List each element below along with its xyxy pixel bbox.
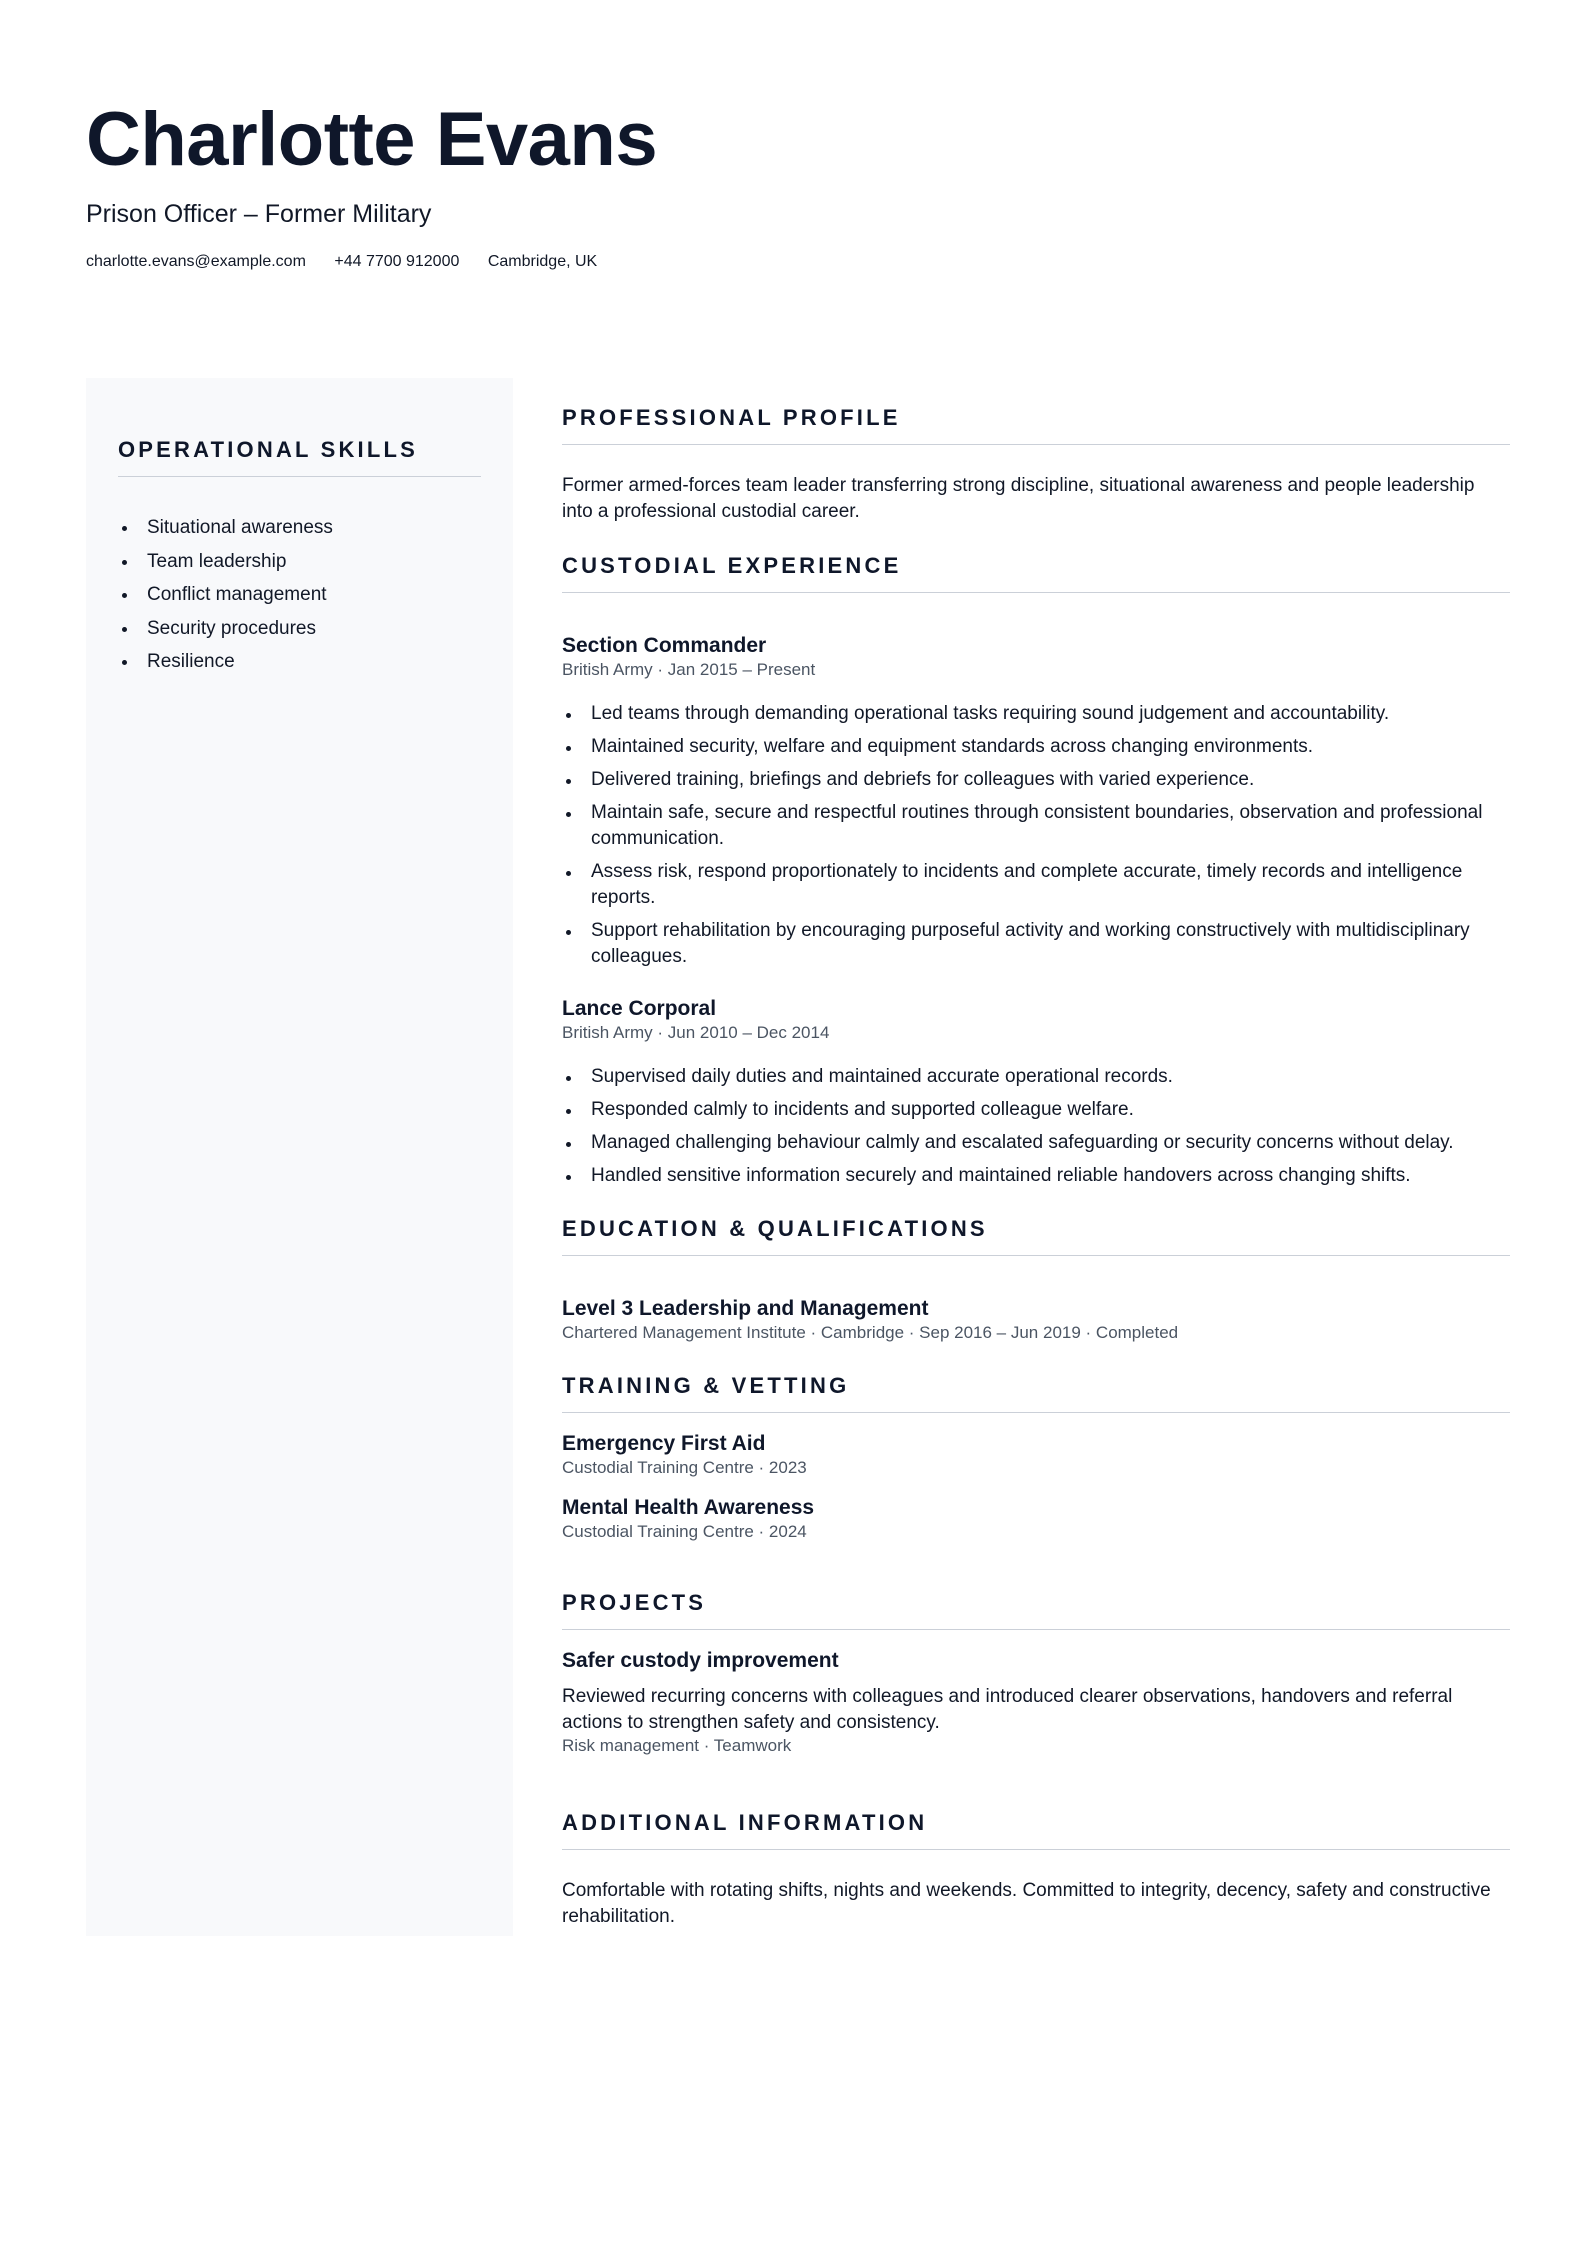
job-bullet: Supervised daily duties and maintained accurate operational records.: [562, 1064, 1510, 1090]
training-meta: Custodial Training Centre · 2024: [562, 1522, 807, 1541]
contact-location: Cambridge, UK: [487, 253, 598, 270]
skills-list: [118, 511, 481, 679]
skill-item: Conflict management: [118, 578, 481, 612]
resume-header: [86, 94, 1506, 272]
job-bullet: Delivered training, briefings and debriefs for colleagues with varied experience.: [562, 767, 1510, 793]
job-title: Section Commander: [562, 634, 767, 657]
profile-divider: [562, 444, 1510, 445]
project-description: Reviewed recurring concerns with colleagues and introduced clearer observations, handovers and referral actions to strengthen safety and consistency.: [562, 1686, 1453, 1733]
job-bullet: Handled sensitive information securely and maintained reliable handovers across changing shifts.: [562, 1163, 1510, 1189]
project-entry: [562, 1648, 1510, 1757]
job-title: Lance Corporal: [562, 997, 717, 1020]
project-tags: Risk management · Teamwork: [562, 1736, 792, 1755]
experience-divider: [562, 592, 1510, 593]
contact-phone: +44 7700 912000: [334, 253, 460, 270]
experience-section: [562, 552, 1510, 1189]
skills-heading: OPERATIONAL SKILLS: [118, 437, 419, 462]
job-bullet: Maintain safe, secure and respectful routines through consistent boundaries, observation and professional communication.: [562, 800, 1510, 852]
contact-email: charlotte.evans@example.com: [86, 253, 306, 270]
candidate-headline: Prison Officer – Former Military: [86, 200, 432, 228]
job-bullet: Responded calmly to incidents and supported colleague welfare.: [562, 1097, 1510, 1123]
job-bullet: Maintained security, welfare and equipment standards across changing environments.: [562, 734, 1510, 760]
job-bullets: [562, 701, 1510, 970]
skills-divider: [118, 476, 481, 477]
training-heading: TRAINING & VETTING: [562, 1373, 850, 1398]
training-title: Emergency First Aid: [562, 1432, 766, 1455]
additional-divider: [562, 1849, 1510, 1850]
job-meta: British Army · Jan 2015 – Present: [562, 660, 816, 679]
project-title: Safer custody improvement: [562, 1649, 839, 1672]
job-bullets: [562, 1064, 1510, 1189]
job-entry: [562, 996, 1510, 1189]
additional-heading: ADDITIONAL INFORMATION: [562, 1810, 928, 1835]
training-meta: Custodial Training Centre · 2023: [562, 1458, 807, 1477]
projects-heading: PROJECTS: [562, 1590, 707, 1615]
job-entry: [562, 633, 1510, 970]
additional-section: [562, 1809, 1510, 1929]
training-title: Mental Health Awareness: [562, 1496, 815, 1519]
qualification-title: Level 3 Leadership and Management: [562, 1297, 929, 1320]
skill-item: Security procedures: [118, 612, 481, 646]
projects-section: [562, 1589, 1510, 1757]
skill-item: Resilience: [118, 645, 481, 679]
main-content: [562, 404, 1510, 1929]
job-meta: British Army · Jun 2010 – Dec 2014: [562, 1023, 830, 1042]
job-bullet: Led teams through demanding operational tasks requiring sound judgement and accountability.: [562, 701, 1510, 727]
skill-item: Situational awareness: [118, 511, 481, 545]
skill-item: Team leadership: [118, 545, 481, 579]
contact-line: [86, 252, 1506, 272]
training-entry: [562, 1431, 1510, 1479]
training-divider: [562, 1412, 1510, 1413]
education-divider: [562, 1255, 1510, 1256]
experience-heading: CUSTODIAL EXPERIENCE: [562, 553, 902, 578]
projects-divider: [562, 1629, 1510, 1630]
job-bullet: Managed challenging behaviour calmly and escalated safeguarding or security concerns without delay.: [562, 1130, 1510, 1156]
profile-section: [562, 404, 1510, 524]
qualification-meta: Chartered Management Institute · Cambridge · Sep 2016 – Jun 2019 · Completed: [562, 1323, 1179, 1342]
job-bullet: Support rehabilitation by encouraging purposeful activity and working constructively with multidisciplinary colleagues.: [562, 918, 1510, 970]
profile-text: Former armed-forces team leader transferring strong discipline, situational awareness and people leadership into a professional custodial career.: [562, 475, 1475, 522]
sidebar: [86, 378, 513, 1936]
candidate-name: Charlotte Evans: [86, 97, 658, 182]
job-bullet: Assess risk, respond proportionately to incidents and complete accurate, timely records and intelligence reports.: [562, 859, 1510, 911]
additional-text: Comfortable with rotating shifts, nights and weekends. Committed to integrity, decency, safety and constructive rehabilitation.: [562, 1880, 1491, 1927]
education-heading: EDUCATION & QUALIFICATIONS: [562, 1216, 988, 1241]
profile-heading: PROFESSIONAL PROFILE: [562, 405, 901, 430]
education-section: [562, 1215, 1510, 1344]
education-entry: [562, 1296, 1510, 1344]
training-section: [562, 1372, 1510, 1543]
training-entry: [562, 1495, 1510, 1543]
